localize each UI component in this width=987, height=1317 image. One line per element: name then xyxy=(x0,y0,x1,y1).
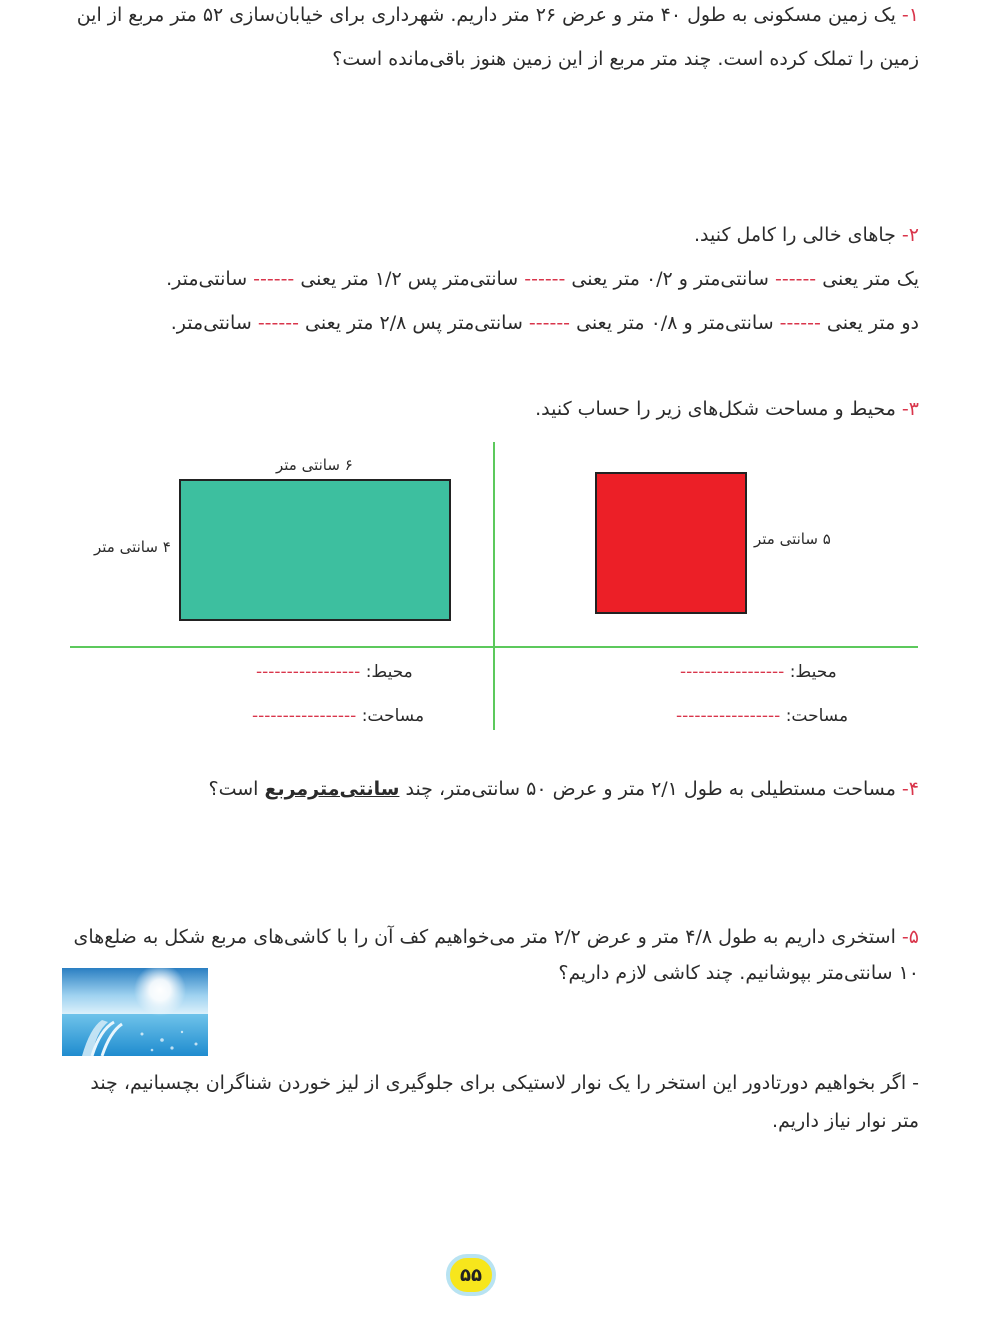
q2-row2-c: سانتی‌متر پس ۲/۸ متر یعنی xyxy=(298,312,529,334)
q5-line2 xyxy=(558,962,919,984)
left-area-blank[interactable]: ----------------- xyxy=(252,706,357,726)
rect-width-label: ۶ سانتی متر xyxy=(276,456,353,474)
q2-row1-a: یک متر یعنی xyxy=(816,268,919,290)
q2-row2-blank3[interactable]: ------ xyxy=(257,312,299,334)
q1-text-2: زمین را تملک کرده است. چند متر مربع از این زمین هنوز باقی‌مانده است؟ xyxy=(332,48,919,70)
q2-row2-blank1[interactable]: ------ xyxy=(779,312,821,334)
q2-title-text: جاهای خالی را کامل کنید. xyxy=(693,224,902,246)
q2-number: ۲- xyxy=(901,224,919,246)
q5-text-4: متر نوار نیاز داریم. xyxy=(772,1110,919,1132)
q2-row2-blank2[interactable]: ------ xyxy=(528,312,571,334)
q4-text-after: است؟ xyxy=(208,778,265,800)
q5-text-2: ۱۰ سانتی‌متر بپوشانیم. چند کاشی لازم داریم؟ xyxy=(558,962,919,984)
q1-number: ۱- xyxy=(901,4,919,26)
q2-row2-b: سانتی‌متر و ۰/۸ متر یعنی xyxy=(570,312,780,334)
rectangle-shape xyxy=(180,480,450,620)
right-perimeter-blank[interactable]: ----------------- xyxy=(680,662,785,682)
q2-row1-c: سانتی‌متر پس ۱/۲ متر یعنی xyxy=(294,268,525,290)
q5-number: ۵- xyxy=(901,926,919,948)
q2-row1-blank1[interactable]: ------ xyxy=(775,268,817,290)
q3-title-text: محیط و مساحت شکل‌های زیر را حساب کنید. xyxy=(535,398,902,420)
pool-photo xyxy=(62,968,208,1056)
right-area-label: مساحت: xyxy=(785,706,849,726)
q2-row1-blank3[interactable]: ------ xyxy=(253,268,295,290)
q4-number: ۴- xyxy=(901,778,919,800)
q4-emphasis: سانتی‌مترمربع xyxy=(264,778,400,800)
q2-row1-blank2[interactable]: ------ xyxy=(524,268,566,290)
q5-line3 xyxy=(90,1072,919,1094)
q1-text-1: یک زمین مسکونی به طول ۴۰ متر و عرض ۲۶ متر داریم. شهرداری برای خیابان‌سازی ۵۲ متر مربع از این xyxy=(76,4,902,26)
q5-line4 xyxy=(772,1110,919,1132)
q4-line xyxy=(208,778,919,800)
pool-image xyxy=(62,968,208,1056)
q2-row1-b: سانتی‌متر و ۰/۲ متر یعنی xyxy=(565,268,776,290)
q2-row2-d: سانتی‌متر. xyxy=(170,312,258,334)
q5-text-3: - اگر بخواهیم دورتادور این استخر را یک نوار لاستیکی برای جلوگیری از لیز خوردن شناگران بچسبانیم، چند xyxy=(90,1072,919,1094)
q2-row2-a: دو متر یعنی xyxy=(820,312,919,334)
left-perimeter-blank[interactable]: ----------------- xyxy=(256,662,361,682)
page-number: ۵۵ xyxy=(446,1254,496,1296)
right-perimeter-row xyxy=(680,662,837,682)
q5-text-1: استخری داریم به طول ۴/۸ متر و عرض ۲/۲ متر می‌خواهیم کف آن را با کاشی‌های مربع شکل به ضلع‌های xyxy=(73,926,902,948)
left-area-label: مساحت: xyxy=(361,706,425,726)
q3-number: ۳- xyxy=(901,398,919,420)
left-perimeter-label: محیط: xyxy=(365,662,413,682)
right-area-blank[interactable]: ----------------- xyxy=(676,706,781,726)
left-perimeter-row xyxy=(256,662,413,682)
square-side-label: ۵ سانتی متر xyxy=(754,530,831,548)
q5-line1 xyxy=(74,926,919,948)
rect-height-label: ۴ سانتی متر xyxy=(94,538,171,556)
q4-text-before: مساحت مستطیلی به طول ۲/۱ متر و عرض ۵۰ سانتی‌متر، چند xyxy=(399,778,902,800)
right-perimeter-label: محیط: xyxy=(789,662,837,682)
right-area-row xyxy=(676,706,848,726)
q2-row1-d: سانتی‌متر. xyxy=(166,268,254,290)
left-area-row xyxy=(252,706,424,726)
square-shape xyxy=(596,473,746,613)
